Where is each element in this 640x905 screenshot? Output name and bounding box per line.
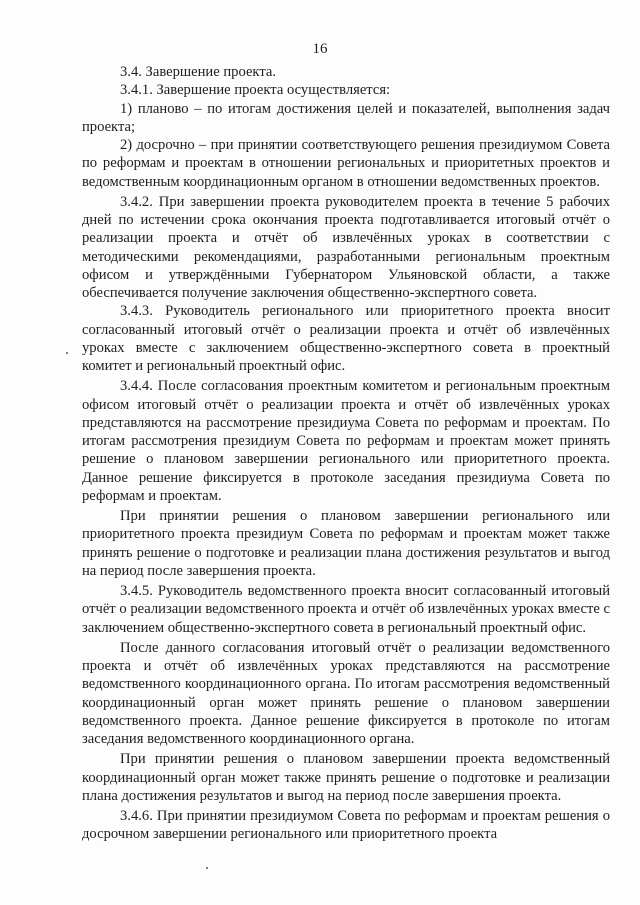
scan-speck: [66, 352, 68, 354]
paragraph: 3.4.6. При принятии президиумом Совета по реформам и проектам решения о досрочном завершении регионального или приоритетного проекта: [82, 808, 610, 843]
document-body: [82, 63, 610, 844]
page-number: 16: [312, 41, 328, 57]
paragraph: При принятии решения о плановом завершении проекта ведомственный координационный орган может также принять решение о подготовке и реализации плана достижения результатов и выгод на период после завершения проекта.: [82, 751, 610, 804]
paragraph: При принятии решения о плановом завершении регионального или приоритетного проекта президиум Совета по реформам и проектам может также принять решение о подготовке и реализации плана достижения результатов и выгод на период после завершения проекта.: [82, 508, 610, 579]
paragraph: 3.4.5. Руководитель ведомственного проекта вносит согласованный итоговый отчёт о реализации ведомственного проекта и отчёт об извлечённых уроках вместе с заключением общественно-экспертного совета в региональный проектный офис.: [82, 583, 610, 636]
paragraph: После данного согласования итоговый отчёт о реализации ведомственного проекта и отчёт об извлечённых уроках представляются на рассмотрение ведомственного координационного органа. По итогам рассмотрения ведомственный координационный орган может принять решение о плановом завершении ведомственного проекта. Данное решение фиксируется в протоколе по итогам заседания ведомственного координационного органа.: [82, 639, 610, 747]
section-heading: 3.4. Завершение проекта.: [120, 64, 277, 80]
scan-speck: [206, 867, 208, 869]
paragraph: 3.4.3. Руководитель регионального или приоритетного проекта вносит согласованный итоговый отчёт о реализации проекта и отчёт об извлечённых уроках вместе с заключением общественно-экспертного совета в проектный комитет и региональный проектный офис.: [82, 303, 610, 374]
paragraph: 3.4.1. Завершение проекта осуществляется:: [120, 82, 391, 99]
paragraph: 3.4.2. При завершении проекта руководителем проекта в течение 5 рабочих дней по истечении срока окончания проекта подготавливается итоговый отчёт о реализации проекта и отчёт об извлечённых уроках в соответствии с методическими рекомендациями, разработанными региональным проектным офисом и утверждёнными Губернатором Ульяновской области, а также обеспечивается получение заключения общественно-экспертного совета.: [82, 193, 610, 301]
list-item: 1) планово – по итогам достижения целей и показателей, выполнения задач проекта;: [82, 100, 610, 135]
paragraph: 3.4.4. После согласования проектным комитетом и региональным проектным офисом итоговый отчёт о реализации проекта и отчёт об извлечённых уроках представляются на рассмотрение президиума Совета по реформам и проектам. По итогам рассмотрения президиум Совета по реформам и проектам может принять решение о плановом завершении регионального или приоритетного проекта. Данное решение фиксируется в протоколе заседания президиума Совета по реформам и проектам.: [82, 378, 610, 504]
list-item: 2) досрочно – при принятии соответствующего решения президиумом Совета по реформам и проектам в отношении региональных и приоритетных проектов и ведомственным координационным органом в отношении ведомственных проектов.: [82, 137, 610, 190]
